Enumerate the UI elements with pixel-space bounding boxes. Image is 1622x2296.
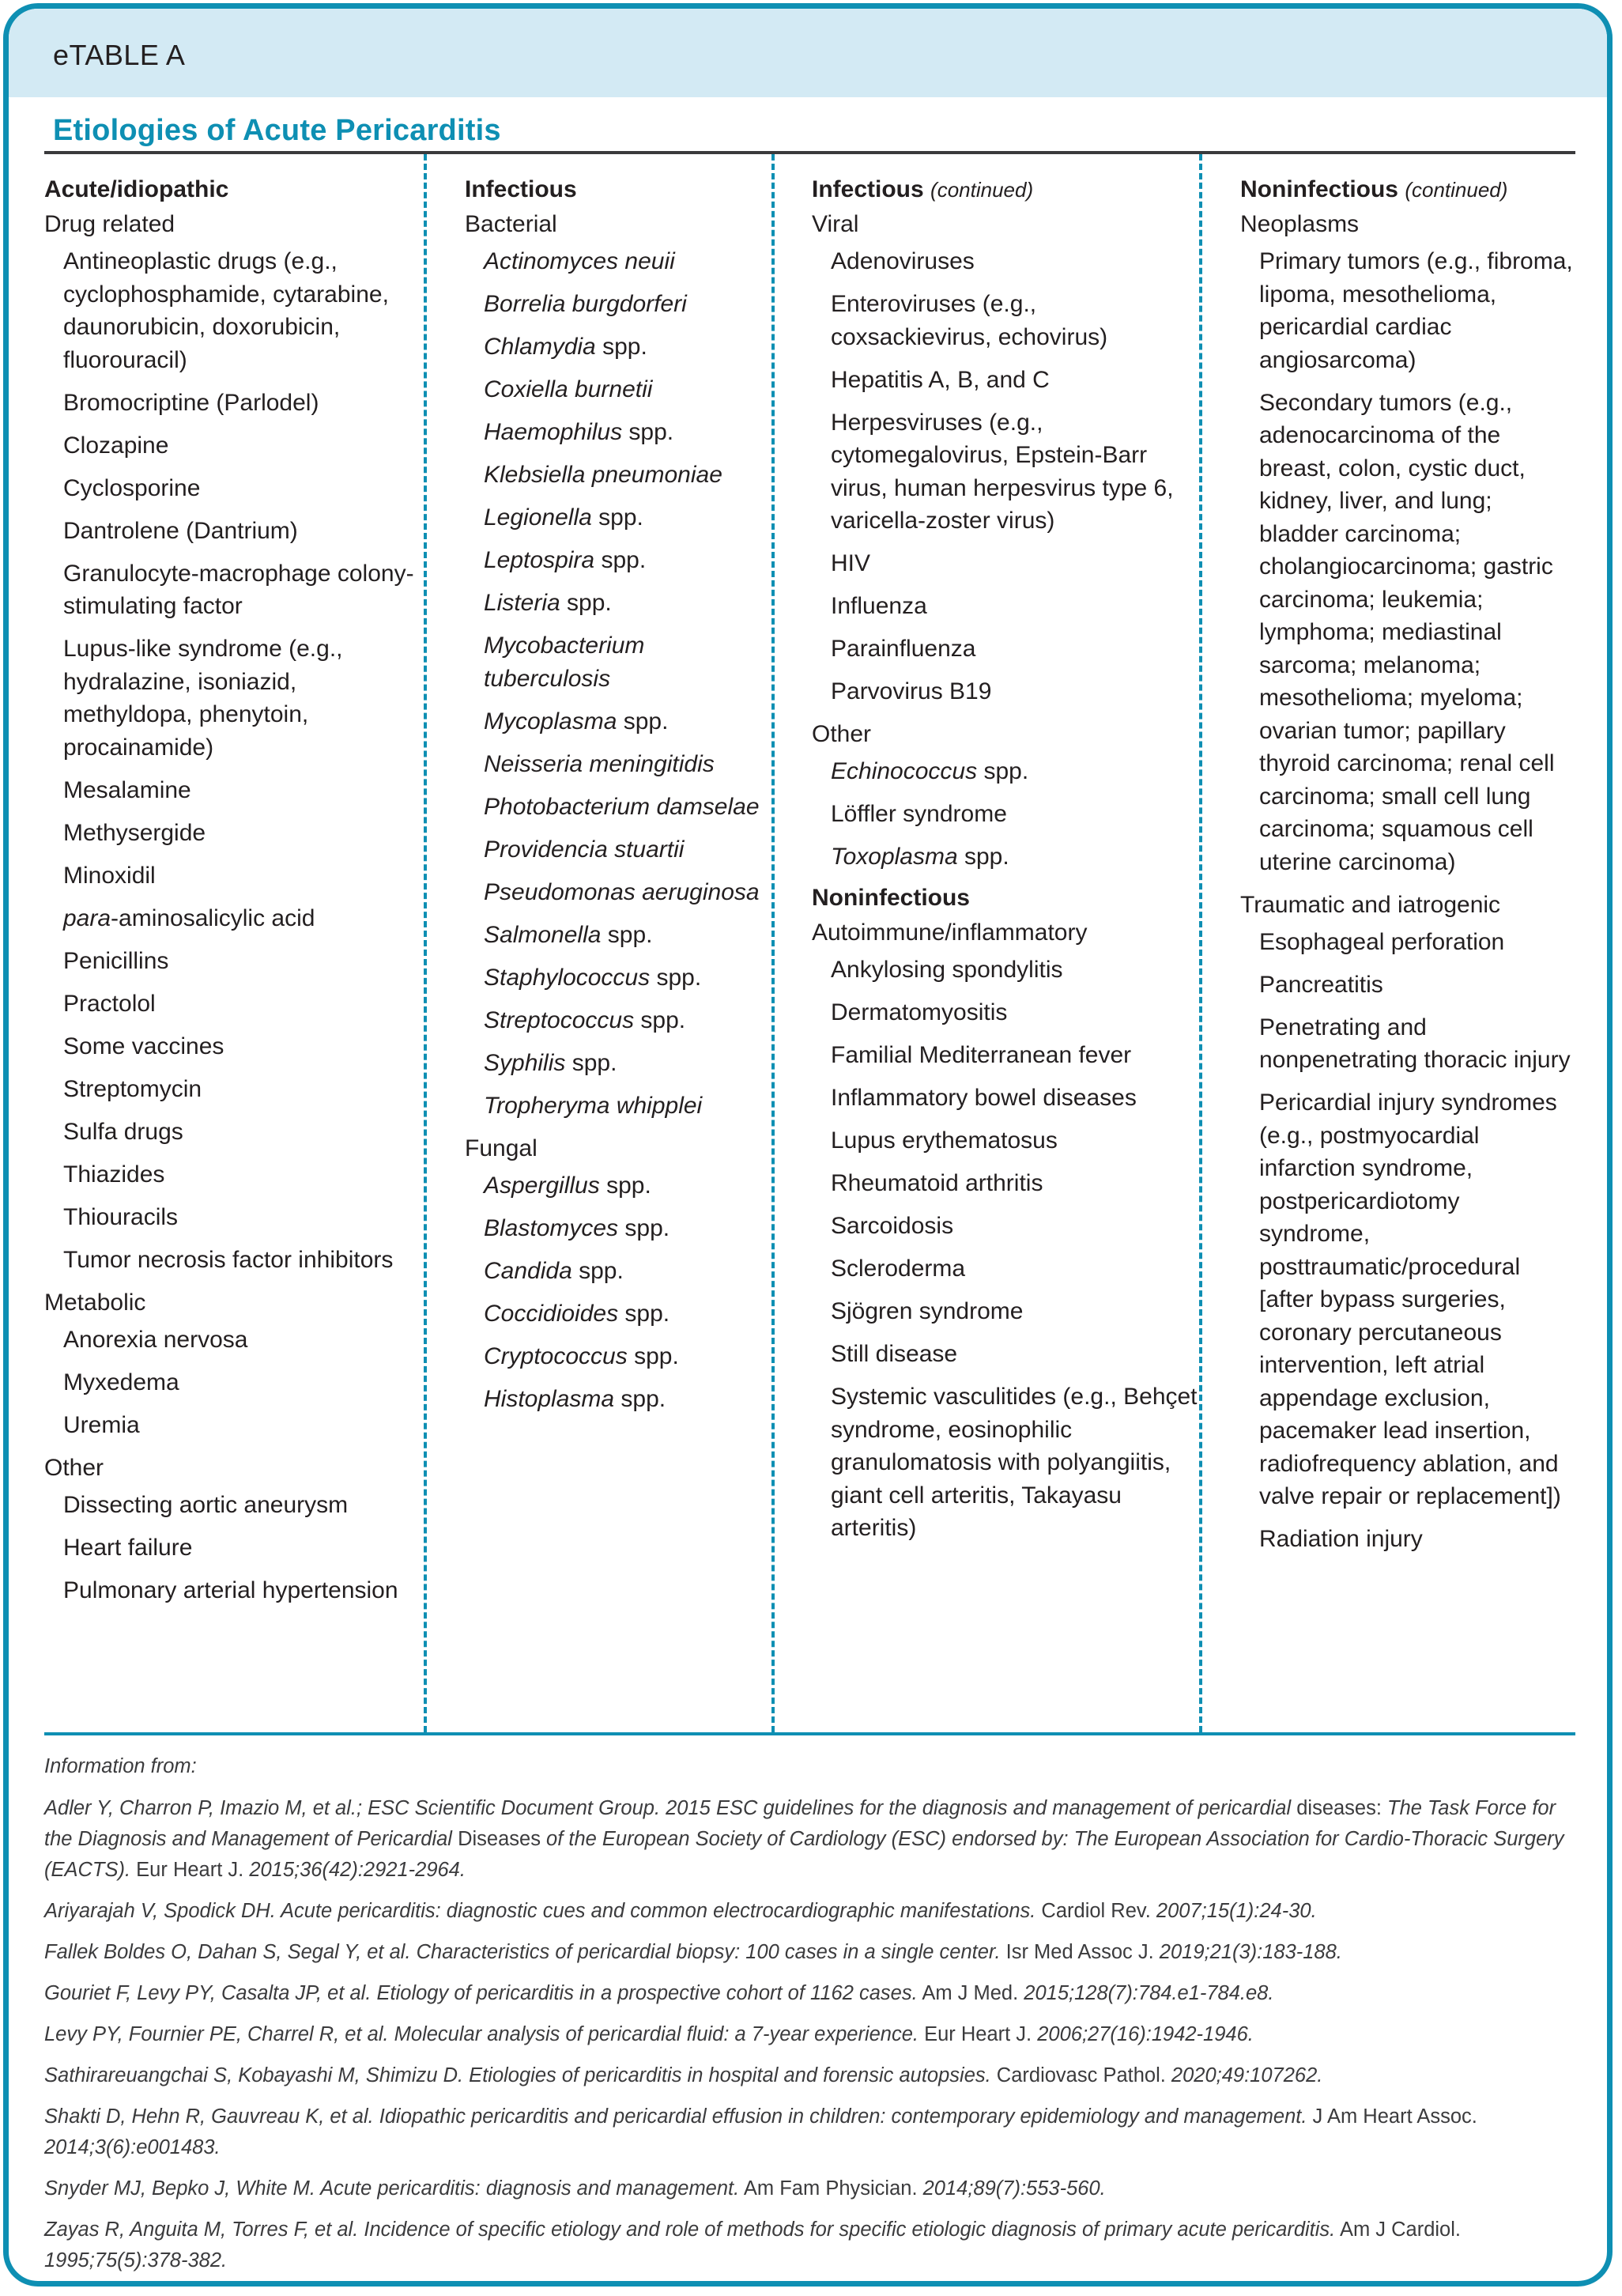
text: Pericardial injury syndromes (e.g., postmyocardial infarction syndrome, postpericardiotomy syndrome, posttraumatic/procedural [after bypass surgeries, coronary percutaneous intervention, left atrial appendage exclusion, pacemaker lead insertion, radiofrequency ablation, and valve repair or replacement]): [1259, 1089, 1561, 1509]
italic-text: Borrelia burgdorferi: [484, 291, 687, 317]
list-item: [812, 996, 1199, 1029]
reference-item: [44, 1978, 1575, 2009]
header-band: [9, 9, 1607, 97]
italic-text: Aspergillus: [484, 1172, 600, 1199]
text: Some vaccines: [63, 1033, 224, 1059]
list-item: [44, 1030, 424, 1063]
italic-text: para: [63, 904, 111, 931]
text: Familial Mediterranean fever: [831, 1042, 1132, 1068]
text: Lupus erythematosus: [831, 1127, 1058, 1154]
reference-italic-text: 2015;36(42):2921-2964.: [249, 1859, 466, 1881]
reference-italic-text: Gouriet F, Levy PY, Casalta JP, et al. Etiology of pericarditis in a prospective cohort of 1162 cases.: [44, 1982, 918, 2004]
text: Minoxidil: [63, 862, 156, 889]
text: spp.: [571, 1257, 624, 1284]
italic-text: Mycoplasma: [484, 708, 617, 734]
reference-italic-text: The Task Force for the Diagnosis and Management of Pericardial: [44, 1797, 1556, 1850]
reference-italic-text: Snyder MJ, Bepko J, White M. Acute pericarditis: diagnosis and management.: [44, 2177, 740, 2200]
list-item: [465, 1255, 771, 1288]
list-item: [44, 817, 424, 850]
list-item: [812, 288, 1199, 353]
text: spp.: [560, 590, 612, 616]
list-item: [465, 330, 771, 364]
reference-italic-text: Ariyarajah V, Spodick DH. Acute pericarditis: diagnostic cues and common electrocardiographic manifestations.: [44, 1900, 1036, 1922]
list-item: [812, 590, 1199, 623]
list-item: [465, 629, 771, 695]
italic-text: Providencia stuartii: [484, 836, 685, 863]
list-item: [44, 1244, 424, 1277]
reference-text: Am J Cardiol.: [1335, 2219, 1461, 2241]
list-item: [44, 1366, 424, 1399]
reference-item: [44, 1793, 1575, 1886]
list-item: [465, 1297, 771, 1331]
list-item: [44, 945, 424, 978]
italic-text: Streptococcus: [484, 1006, 635, 1033]
reference-italic-text: 2015;128(7):784.e1-784.e8.: [1024, 1982, 1274, 2004]
text: Hepatitis A, B, and C: [831, 366, 1050, 393]
list-item: [465, 876, 771, 909]
reference-text: Am Fam Physician.: [739, 2177, 923, 2200]
list-item: [465, 288, 771, 321]
reference-italic-text: Sathirareuangchai S, Kobayashi M, Shimizu D. Etiologies of pericarditis in hospital and forensic autopsies.: [44, 2064, 991, 2086]
category-heading: [812, 175, 1199, 205]
column-acute-idiopathic: [44, 154, 424, 1732]
italic-text: Actinomyces neuii: [484, 248, 675, 274]
list-item: [1240, 926, 1575, 959]
list-item: [465, 791, 771, 824]
subcategory-autoimmune-inflammatory: Autoimmune/inflammatory: [812, 920, 1088, 946]
text: spp.: [601, 921, 653, 948]
subcategory-viral: Viral: [812, 211, 859, 237]
list-item: [465, 1340, 771, 1373]
list-item: [812, 1039, 1199, 1072]
text: Parvovirus B19: [831, 678, 992, 704]
text: Influenza: [831, 593, 927, 619]
text: Bromocriptine (Parlodel): [63, 389, 319, 416]
text: Myxedema: [63, 1369, 179, 1395]
italic-text: Chlamydia: [484, 334, 596, 360]
italic-text: Haemophilus: [484, 419, 623, 445]
subcategory-drug-related: Drug related: [44, 211, 175, 237]
reference-italic-text: of the European Society of Cardiology (ESC) endorsed by: The European Association for Cardio-Thoracic Surgery (EACTS).: [44, 1828, 1564, 1881]
continued-note: (continued): [930, 178, 1034, 202]
list-item: [465, 501, 771, 534]
italic-text: Coccidioides: [484, 1300, 619, 1327]
text: spp.: [591, 504, 643, 531]
subcategory-fungal: Fungal: [465, 1135, 538, 1161]
category-heading: [1240, 175, 1575, 205]
text: spp.: [614, 1385, 666, 1412]
reference-text: Diseases: [458, 1828, 547, 1850]
text: Radiation injury: [1259, 1526, 1423, 1552]
list-item: [465, 748, 771, 781]
reference-text: Eur Heart J.: [919, 2023, 1038, 2045]
list-item: [465, 587, 771, 620]
list-item: [44, 387, 424, 420]
list-item: [812, 1210, 1199, 1243]
list-item: [44, 859, 424, 893]
list-item: [812, 954, 1199, 987]
list-item: [812, 547, 1199, 580]
bottom-rule: [44, 1732, 1575, 1735]
list-item: [44, 1201, 424, 1234]
list-item: [465, 245, 771, 278]
text: Dantrolene (Dantrium): [63, 517, 298, 544]
italic-text: Pseudomonas aeruginosa: [484, 878, 760, 905]
list-item: [44, 1158, 424, 1191]
italic-text: Syphilis: [484, 1049, 566, 1076]
reference-italic-text: 2014;3(6):e001483.: [44, 2136, 221, 2158]
text: Penicillins: [63, 947, 169, 974]
text: Esophageal perforation: [1259, 928, 1505, 955]
list-item: [812, 406, 1199, 538]
etiology-columns: [44, 154, 1575, 1732]
category-label: Acute/idiopathic: [44, 176, 229, 202]
list-item: [465, 961, 771, 995]
text: Primary tumors (e.g., fibroma, lipoma, mesothelioma, pericardial cardiac angiosarcoma): [1259, 248, 1573, 373]
list-item: [44, 774, 424, 807]
subcategory-metabolic: Metabolic: [44, 1289, 146, 1316]
list-item: [44, 429, 424, 463]
italic-text: Listeria: [484, 590, 560, 616]
list-item: [1240, 387, 1575, 879]
text: Lupus-like syndrome (e.g., hydralazine, isoniazid, methyldopa, phenytoin, procainamide): [63, 636, 343, 761]
list-item: [44, 988, 424, 1021]
column-infectious: [424, 154, 771, 1732]
reference-item: [44, 2102, 1575, 2163]
reference-italic-text: Zayas R, Anguita M, Torres F, et al. Incidence of specific etiology and role of methods for specific etiologic diagnosis of primary acute pericarditis.: [44, 2219, 1336, 2241]
italic-text: Mycobacterium tuberculosis: [484, 633, 645, 692]
text: spp.: [977, 758, 1029, 784]
text: Thiazides: [63, 1161, 165, 1188]
list-item: [44, 1116, 424, 1149]
text: spp.: [599, 1172, 651, 1199]
text: spp.: [634, 1006, 686, 1033]
text: Ankylosing spondylitis: [831, 957, 1063, 983]
reference-text: Isr Med Assoc J.: [1000, 1941, 1160, 1963]
list-item: [465, 919, 771, 952]
subcategory-other: Other: [44, 1454, 104, 1481]
list-item: [812, 1295, 1199, 1328]
text: Inflammatory bowel diseases: [831, 1085, 1137, 1111]
list-item: [812, 1380, 1199, 1545]
text: Löffler syndrome: [831, 801, 1007, 827]
column-noninfectious-continued: [1199, 154, 1575, 1732]
text: Rheumatoid arthritis: [831, 1170, 1043, 1196]
reference-italic-text: Shakti D, Hehn R, Gauvreau K, et al. Idiopathic pericarditis and pericardial effusion in children: contemporary epidemiology and management.: [44, 2105, 1307, 2128]
subcategory-traumatic-and-iatrogenic: Traumatic and iatrogenic: [1240, 891, 1501, 918]
list-item: [1240, 1011, 1575, 1077]
list-item: [812, 1167, 1199, 1200]
list-item: [465, 459, 771, 492]
text: Mesalamine: [63, 776, 191, 803]
text: Pancreatitis: [1259, 971, 1383, 998]
text: spp.: [957, 844, 1009, 870]
text: -aminosalicylic acid: [111, 904, 315, 931]
category-label: Noninfectious: [1240, 176, 1398, 202]
italic-text: Candida: [484, 1257, 572, 1284]
text: Streptomycin: [63, 1075, 202, 1102]
reference-item: [44, 2060, 1575, 2091]
list-item: [44, 633, 424, 764]
reference-italic-text: Adler Y, Charron P, Imazio M, et al.; ESC Scientific Document Group. 2015 ESC guidelines for the diagnosis and management of pericardial: [44, 1797, 1297, 1819]
list-item: [465, 705, 771, 738]
list-item: [465, 544, 771, 577]
table-label: eTABLE A: [53, 39, 186, 71]
italic-text: Klebsiella pneumoniae: [484, 462, 722, 488]
list-item: [812, 755, 1199, 788]
text: spp.: [617, 708, 669, 734]
list-item: [44, 1324, 424, 1357]
text: Sjögren syndrome: [831, 1298, 1024, 1324]
reference-item: [44, 2173, 1575, 2204]
text: Granulocyte-macrophage colony-stimulating factor: [63, 560, 414, 619]
italic-text: Leptospira: [484, 547, 595, 573]
italic-text: Coxiella burnetii: [484, 376, 653, 402]
text: Methysergide: [63, 819, 206, 846]
reference-italic-text: 2020;49:107262.: [1171, 2064, 1323, 2086]
reference-italic-text: Fallek Boldes O, Dahan S, Segal Y, et al. Characteristics of pericardial biopsy: 100 cases in a single center.: [44, 1941, 1001, 1963]
column-infectious-continued: [771, 154, 1199, 1732]
text: Uremia: [63, 1411, 140, 1438]
text: Adenoviruses: [831, 248, 975, 274]
category-label: Infectious: [465, 176, 577, 202]
italic-text: Echinococcus: [831, 758, 978, 784]
table-title: Etiologies of Acute Pericarditis: [53, 114, 501, 147]
list-item: [44, 1489, 424, 1522]
list-item: [465, 1169, 771, 1203]
list-item: [812, 798, 1199, 831]
reference-text: J Am Heart Assoc.: [1307, 2105, 1477, 2128]
text: Dissecting aortic aneurysm: [63, 1491, 349, 1518]
text: Pulmonary arterial hypertension: [63, 1577, 398, 1603]
text: spp.: [650, 964, 702, 991]
subcategory-neoplasms: Neoplasms: [1240, 211, 1360, 237]
italic-text: Tropheryma whipplei: [484, 1092, 703, 1119]
reference-text: Eur Heart J.: [130, 1859, 250, 1881]
list-item: [44, 472, 424, 505]
list-item: [812, 633, 1199, 666]
list-item: [44, 902, 424, 935]
italic-text: Legionella: [484, 504, 592, 531]
list-item: [44, 557, 424, 623]
text: spp.: [618, 1300, 670, 1327]
list-item: [812, 840, 1199, 874]
reference-item: [44, 1896, 1575, 1927]
text: HIV: [831, 550, 871, 576]
reference-item: [44, 2215, 1575, 2276]
reference-italic-text: Levy PY, Fournier PE, Charrel R, et al. Molecular analysis of pericardial fluid: a 7-year experience.: [44, 2023, 919, 2045]
list-item: [465, 833, 771, 867]
column-divider: [1199, 154, 1202, 1732]
text: Practolol: [63, 990, 156, 1017]
list-item: [812, 245, 1199, 278]
list-item: [465, 416, 771, 449]
list-item: [812, 1252, 1199, 1286]
text: Anorexia nervosa: [63, 1326, 248, 1353]
category-heading: [44, 175, 424, 205]
italic-text: Salmonella: [484, 921, 602, 948]
list-item: [44, 1409, 424, 1442]
category-label: Infectious: [812, 176, 924, 202]
text: spp.: [627, 1342, 679, 1369]
list-item: [812, 364, 1199, 397]
list-item: [465, 1212, 771, 1245]
list-item: [465, 1383, 771, 1416]
text: Dermatomyositis: [831, 999, 1008, 1025]
text: Sulfa drugs: [63, 1118, 183, 1145]
references: [44, 1751, 1575, 2287]
text: Enteroviruses (e.g., coxsackievirus, echovirus): [831, 291, 1108, 350]
list-item: [465, 373, 771, 406]
reference-italic-text: 1995;75(5):378-382.: [44, 2249, 228, 2271]
text: Still disease: [831, 1341, 958, 1367]
text: Tumor necrosis factor inhibitors: [63, 1246, 394, 1273]
italic-text: Cryptococcus: [484, 1342, 628, 1369]
text: spp.: [565, 1049, 617, 1076]
text: Herpesviruses (e.g., cytomegalovirus, Epstein-Barr virus, human herpesvirus type 6, varicella-zoster virus): [831, 409, 1174, 534]
reference-list: [44, 1793, 1575, 2276]
subcategory-bacterial: Bacterial: [465, 211, 557, 237]
list-item: [812, 1082, 1199, 1115]
list-item: [1240, 1086, 1575, 1513]
text: Scleroderma: [831, 1256, 966, 1282]
references-intro: Information from:: [44, 1755, 197, 1777]
text: Systemic vasculitides (e.g., Behçet syndrome, eosinophilic granulomatosis with polyangiitis, giant cell arteritis, Takayasu arteritis): [831, 1384, 1198, 1541]
list-item: [465, 1047, 771, 1080]
list-item: [44, 245, 424, 376]
text: Cyclosporine: [63, 474, 201, 501]
list-item: [44, 515, 424, 548]
list-item: [1240, 1523, 1575, 1556]
text: spp.: [594, 547, 647, 573]
text: Antineoplastic drugs (e.g., cyclophosphamide, cytarabine, daunorubicin, doxorubicin, fluorouracil): [63, 248, 389, 373]
text: Clozapine: [63, 432, 169, 459]
reference-italic-text: 2014;89(7):553-560.: [922, 2177, 1106, 2200]
category-heading: [812, 883, 1199, 913]
list-item: [44, 1574, 424, 1607]
text: spp.: [622, 419, 674, 445]
reference-italic-text: 2007;15(1):24-30.: [1156, 1900, 1317, 1922]
italic-text: Staphylococcus: [484, 964, 651, 991]
text: Secondary tumors (e.g., adenocarcinoma of the breast, colon, cystic duct, kidney, liver, and lung; bladder carcinoma; cholangiocarcinoma; gastric carcinoma; leukemia; lymphoma; mediastinal sarcoma; melanoma; mesothelioma; myeloma; ovarian tumor; papillary thyroid carcinoma; renal cell carcinoma; small cell lung carcinoma; squamous cell uterine carcinoma): [1259, 389, 1555, 875]
reference-text: Cardiol Rev.: [1035, 1900, 1156, 1922]
text: Penetrating and nonpenetrating thoracic injury: [1259, 1014, 1571, 1073]
text: Sarcoidosis: [831, 1213, 954, 1239]
text: Thiouracils: [63, 1203, 179, 1230]
column-divider: [771, 154, 775, 1732]
text: Parainfluenza: [831, 636, 976, 662]
reference-italic-text: 2019;21(3):183-188.: [1159, 1941, 1342, 1963]
italic-text: Photobacterium damselae: [484, 793, 760, 820]
column-divider: [424, 154, 427, 1732]
continued-note: (continued): [1405, 178, 1508, 202]
reference-text: Am J Med.: [917, 1982, 1024, 2004]
italic-text: Histoplasma: [484, 1385, 615, 1412]
list-item: [44, 1073, 424, 1106]
reference-item: [44, 2019, 1575, 2050]
reference-item: [44, 1937, 1575, 1968]
category-heading: [465, 175, 771, 205]
reference-text: Cardiovasc Pathol.: [990, 2064, 1171, 2086]
category-label: Noninfectious: [812, 885, 970, 911]
list-item: [812, 1338, 1199, 1371]
italic-text: Blastomyces: [484, 1214, 619, 1241]
reference-text: diseases:: [1296, 1797, 1388, 1819]
list-item: [44, 1531, 424, 1565]
list-item: [1240, 245, 1575, 376]
reference-italic-text: 2006;27(16):1942-1946.: [1037, 2023, 1254, 2045]
list-item: [1240, 969, 1575, 1002]
text: spp.: [595, 334, 647, 360]
list-item: [465, 1089, 771, 1123]
list-item: [465, 1004, 771, 1037]
italic-text: Neisseria meningitidis: [484, 750, 715, 777]
text: spp.: [618, 1214, 670, 1241]
list-item: [812, 1124, 1199, 1157]
list-item: [812, 675, 1199, 708]
italic-text: Toxoplasma: [831, 844, 958, 870]
text: Heart failure: [63, 1534, 193, 1561]
subcategory-other: Other: [812, 721, 872, 747]
